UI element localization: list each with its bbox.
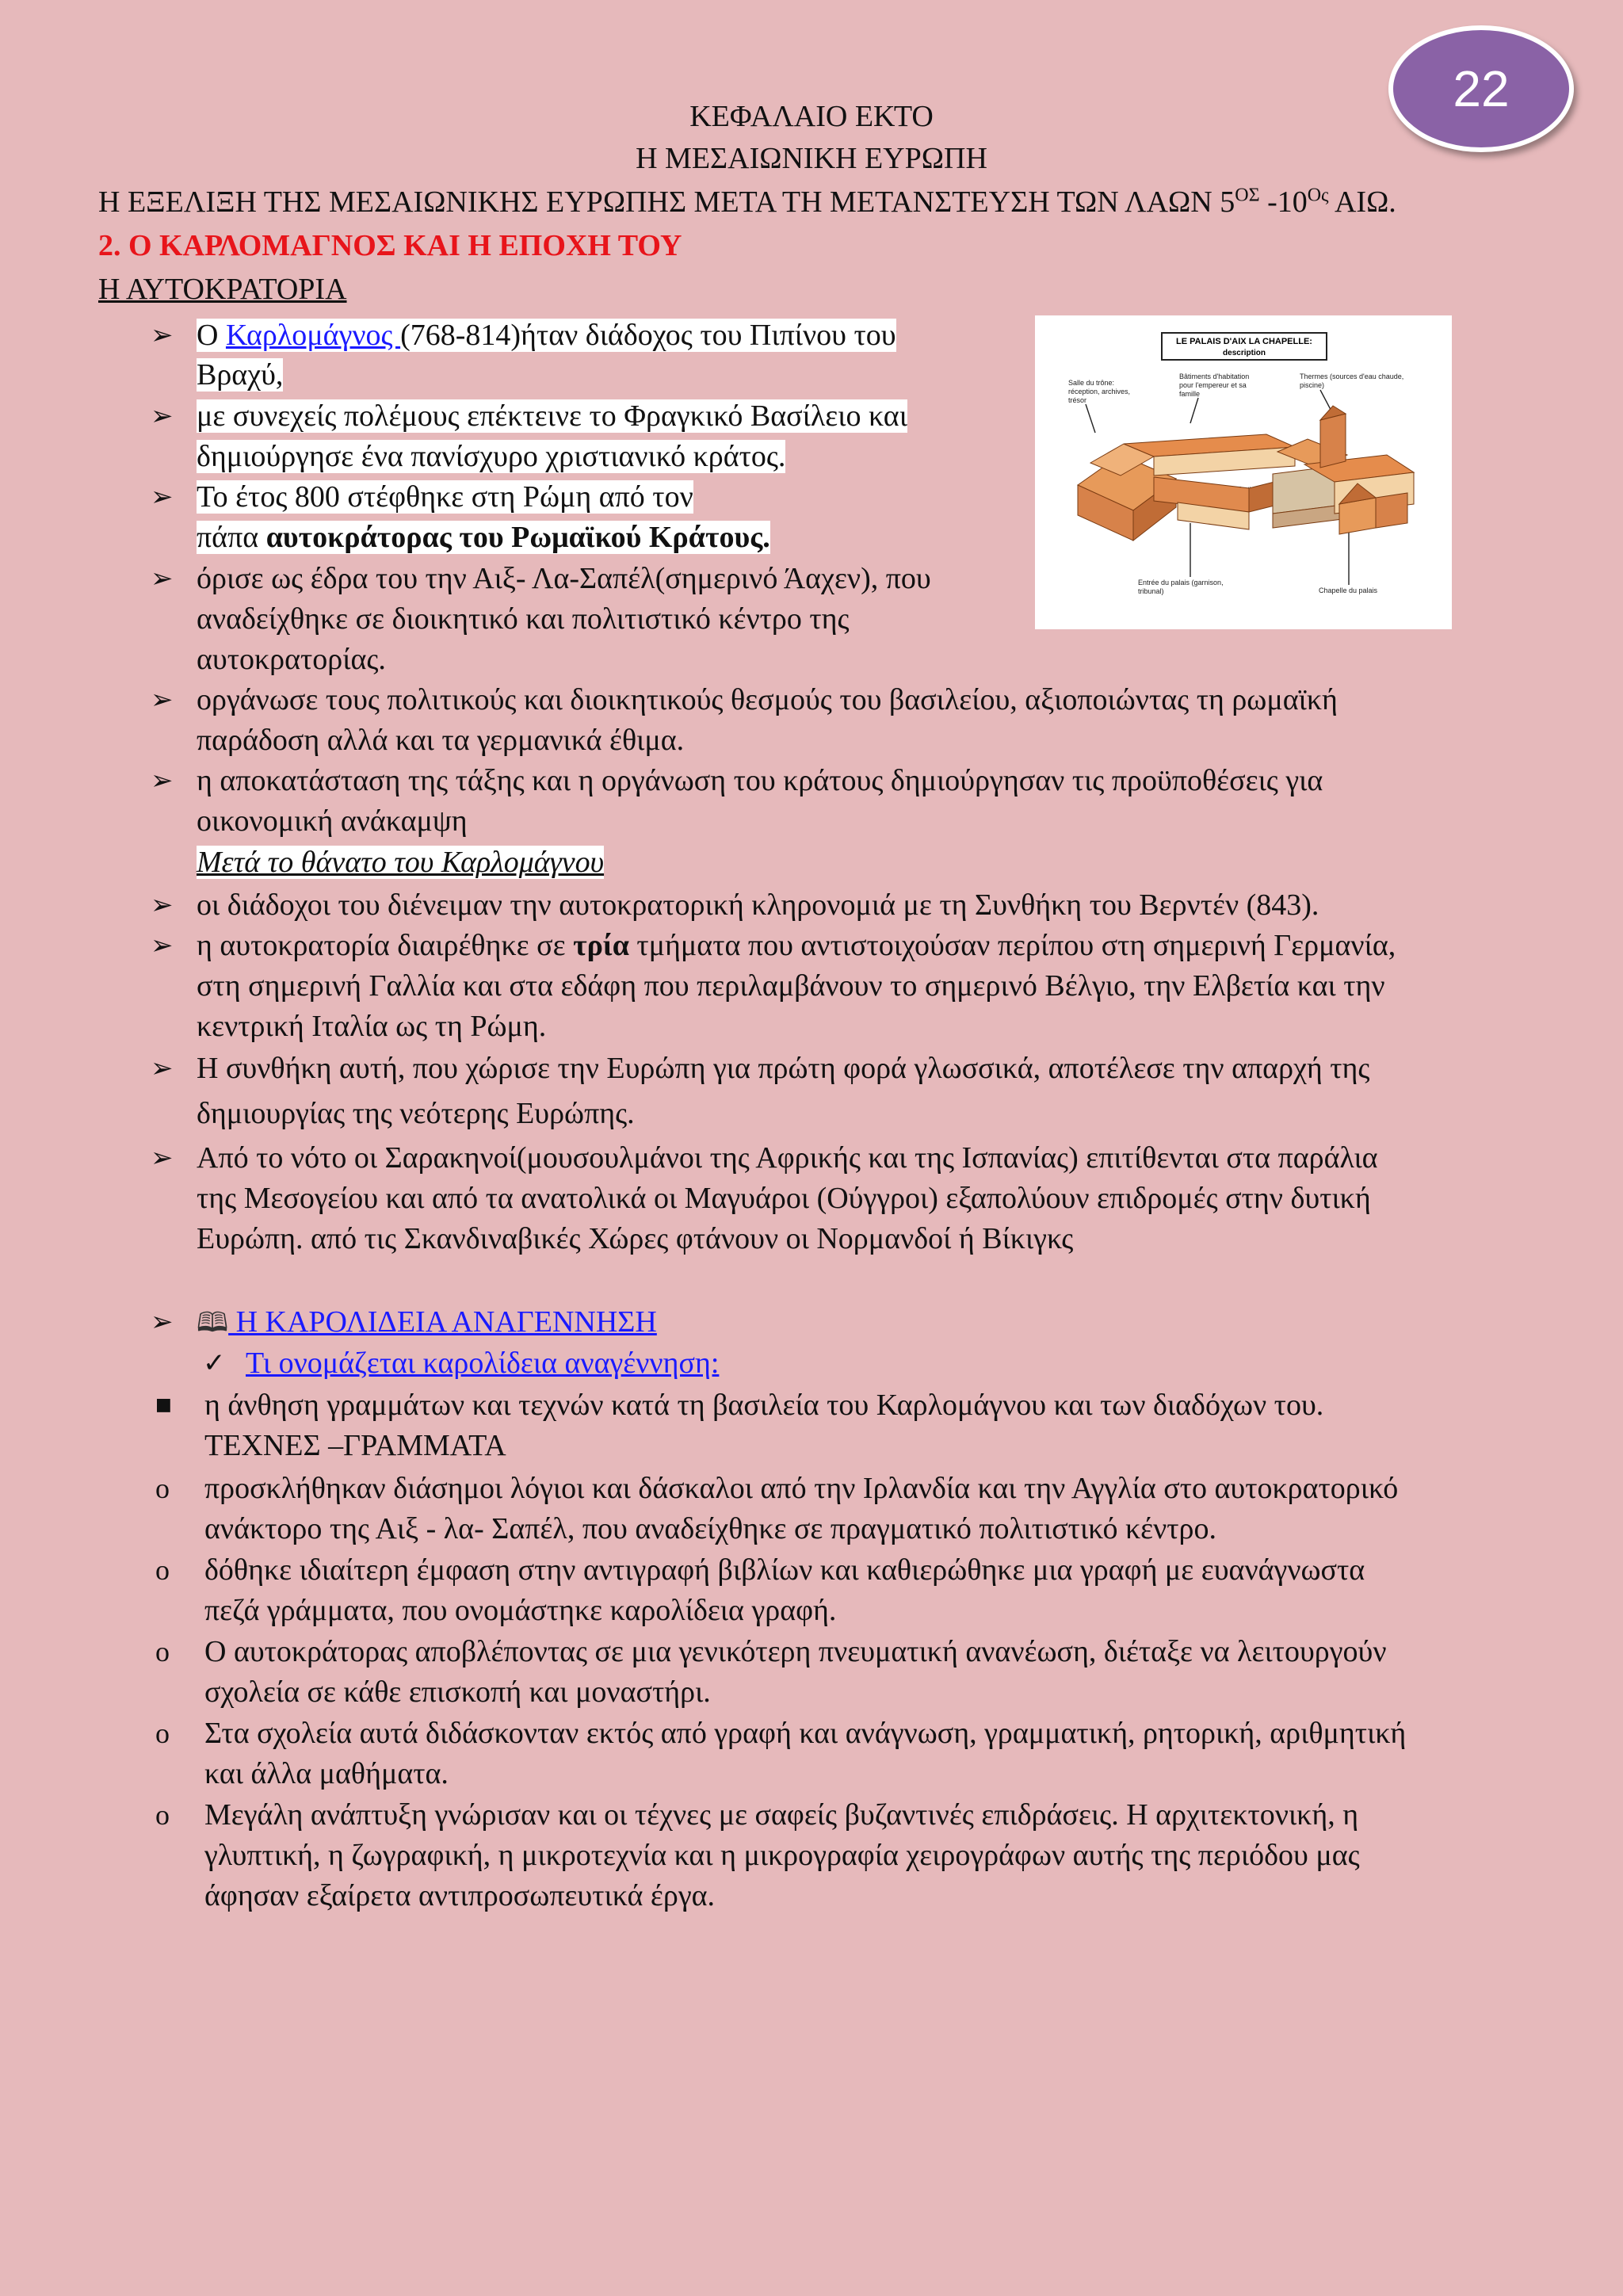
karlomagnos-link[interactable]: Καρλομάγνος <box>225 319 401 352</box>
label-throne-l3: trésor <box>1068 396 1087 404</box>
arrow-bullet-icon: ➢ <box>151 1306 174 1338</box>
arrow-bullet-icon: ➢ <box>151 481 174 513</box>
renaissance-item-3-line2: σχολεία σε κάθε επισκοπή και μοναστήρι. <box>204 1675 711 1709</box>
book-icon: 🕮 <box>197 1307 229 1339</box>
arrow-bullet-icon: ➢ <box>151 563 174 594</box>
checkmark-icon: ✓ <box>203 1347 226 1379</box>
renaissance-question-link[interactable]: Τι ονομάζεται καρολίδεια αναγέννηση: <box>246 1347 720 1380</box>
renaissance-item-1-line2: ανάκτορο της Αιξ - λα- Σαπέλ, που αναδείχθηκε σε πραγματικό πολιτιστικό κέντρο. <box>204 1512 1217 1545</box>
empire-bullet-3-line1: Το έτος 800 στέφθηκε στη Ρώμη από τον <box>197 480 693 514</box>
empire-bullet-1-line1: Ο Καρλομάγνος (768-814)ήταν διάδοχος του Πιπίνου του <box>197 319 896 352</box>
circle-bullet-icon: o <box>155 1799 170 1831</box>
empire-bullet-2-line1: με συνεχείς πολέμους επέκτεινε το Φραγκικό Βασίλειο και <box>197 399 907 433</box>
arrow-bullet-icon: ➢ <box>151 889 174 921</box>
label-throne-l2: réception, archives, <box>1068 388 1131 395</box>
renaissance-item-5-line1: Μεγάλη ανάπτυξη γνώρισαν και οι τέχνες με σαφείς βυζαντινές επιδράσεις. Η αρχιτεκτονική, η <box>204 1798 1359 1832</box>
empire-bullet-4-line3: αυτοκρατορίας. <box>197 643 386 676</box>
topic-title: Η ΕΞΕΛΙΞΗ ΤΗΣ ΜΕΣΑΙΩΝΙΚΗΣ ΕΥΡΩΠΗΣ ΜΕΤΑ ΤΗ ΜΕΤΑΝΣΤΕΥΣΗ ΤΩΝ ΛΑΩΝ $5^{O\Sigma}$ $-10^{O\varsigma}$ ΑΙΩ. <box>98 185 1396 219</box>
after-death-heading: Μετά το θάνατο του Καρλομάγνου <box>197 846 605 879</box>
empire-bullet-4-line1: όρισε ως έδρα του την Αιξ- Λα-Σαπέλ(σημερινό Άαχεν), που <box>197 562 931 595</box>
renaissance-item-2-line2: πεζά γράμματα, που ονομάστηκε καρολίδεια γραφή. <box>204 1594 837 1627</box>
arrow-bullet-icon: ➢ <box>151 319 174 351</box>
label-entrance-l1: Entrée du palais (garnison, <box>1138 579 1224 586</box>
label-throne-l1: Salle du trône: <box>1068 379 1115 387</box>
after-death-bullet-2-line3: κεντρική Ιταλία ως τη Ρώμη. <box>197 1010 547 1043</box>
renaissance-item-4-line2: και άλλα μαθήματα. <box>204 1757 449 1790</box>
figure-title-line2: description <box>1223 349 1266 357</box>
arrow-bullet-icon: ➢ <box>151 1052 174 1084</box>
chapter-title: ΚΕΦΑΛΑΙΟ ΕΚΤΟ <box>689 100 934 133</box>
circle-bullet-icon: o <box>155 1717 170 1749</box>
renaissance-item-4-line1: Στα σχολεία αυτά διδάσκονταν εκτός από γραφή και ανάγνωση, γραμματική, ρητορική, αριθμητική <box>204 1717 1407 1750</box>
empire-bullet-5-line2: παράδοση αλλά και τα γερμανικά έθιμα. <box>197 724 685 757</box>
page-number-badge: 22 <box>1388 25 1574 152</box>
after-death-bullet-4-line1: Από το νότο οι Σαρακηνοί(μουσουλμάνοι της Αφρικής και της Ισπανίας) επιτίθενται στα παράλια <box>197 1141 1378 1175</box>
after-death-bullet-4-line3: Ευρώπη. από τις Σκανδιναβικές Χώρες φτάνουν οι Νορμανδοί ή Βίκιγκς <box>197 1222 1074 1255</box>
palace-illustration <box>1035 315 1452 629</box>
arrow-bullet-icon: ➢ <box>151 1142 174 1174</box>
after-death-bullet-3-line2: δημιουργίας της νεότερης Ευρώπης. <box>197 1097 635 1130</box>
after-death-bullet-4-line2: της Μεσογείου και από τα ανατολικά οι Μαγυάροι (Ούγγροι) εξαπολύουν επιδρομές στην δυτική <box>197 1182 1371 1215</box>
label-thermes-l1: Thermes (sources d'eau chaude, <box>1300 372 1404 380</box>
after-death-bullet-2-line2: στη σημερινή Γαλλία και στα εδάφη που περιλαμβάνουν το σημερινό Βέλγιο, την Ελβετία και την <box>197 969 1385 1003</box>
arrow-bullet-icon: ➢ <box>151 684 174 716</box>
arrow-bullet-icon: ➢ <box>151 400 174 432</box>
carolingian-renaissance-link[interactable]: 🕮 Η ΚΑΡΟΛΙΔΕΙΑ ΑΝΑΓΕΝΝΗΣΗ <box>197 1305 657 1339</box>
empire-bullet-1-line2: Βραχύ, <box>197 358 284 392</box>
renaissance-item-1-line1: προσκλήθηκαν διάσημοι λόγιοι και δάσκαλοι από την Ιρλανδία και την Αγγλία στο αυτοκρατορικό <box>204 1472 1399 1505</box>
after-death-bullet-2-line1: η αυτοκρατορία διαιρέθηκε σε τρία τμήματα που αντιστοιχούσαν περίπου στη σημερινή Γερμανία, <box>197 929 1396 962</box>
empire-bullet-4-line2: αναδείχθηκε σε διοικητικό και πολιτιστικό κέντρο της <box>197 602 850 636</box>
empire-bullet-3-line2: πάπα αυτοκράτορας του Ρωμαϊκού Κράτους. <box>197 521 770 554</box>
renaissance-item-2-line1: δόθηκε ιδιαίτερη έμφαση στην αντιγραφή βιβλίων και καθιερώθηκε μια γραφή με ευανάγνωστα <box>204 1553 1365 1587</box>
empire-bullet-2-line2: δημιούργησε ένα πανίσχυρο χριστιανικό κράτος. <box>197 440 786 473</box>
figure-title-line1: LE PALAIS D'AIX LA CHAPELLE: <box>1176 337 1312 346</box>
label-entrance-l2: tribunal) <box>1138 587 1164 595</box>
subsection-title: Η ΑΥΤΟΚΡΑΤΟΡΙΑ <box>98 273 347 306</box>
arrow-bullet-icon: ➢ <box>151 930 174 961</box>
chapter-subtitle: Η ΜΕΣΑΙΩΝΙΚΗ ΕΥΡΩΠΗ <box>636 142 987 175</box>
renaissance-definition-line2: ΤΕΧΝΕΣ –ΓΡΑΜΜΑΤΑ <box>204 1429 506 1462</box>
renaissance-item-3-line1: Ο αυτοκράτορας αποβλέποντας σε μια γενικότερη πνευματική ανανέωση, διέταξε να λειτουργούν <box>204 1635 1387 1668</box>
empire-bullet-5-line1: οργάνωσε τους πολιτικούς και διοικητικούς θεσμούς του βασιλείου, αξιοποιώντας τη ρωμαϊκή <box>197 683 1338 716</box>
after-death-bullet-3-line1: Η συνθήκη αυτή, που χώρισε την Ευρώπη για πρώτη φορά γλωσσικά, αποτέλεσε την απαρχή της <box>197 1052 1370 1085</box>
label-buildings-l2: pour l'empereur et sa <box>1179 381 1247 389</box>
circle-bullet-icon: o <box>155 1554 170 1586</box>
label-buildings-l3: famille <box>1179 390 1201 398</box>
arrow-bullet-icon: ➢ <box>151 765 174 797</box>
label-chapel: Chapelle du palais <box>1319 586 1378 594</box>
circle-bullet-icon: o <box>155 1473 170 1504</box>
label-buildings-l1: Bâtiments d'habitation <box>1179 372 1250 380</box>
circle-bullet-icon: o <box>155 1636 170 1668</box>
renaissance-definition-line1: η άνθηση γραμμάτων και τεχνών κατά τη βασιλεία του Καρλομάγνου και των διαδόχων του. <box>204 1389 1324 1422</box>
square-bullet-icon: ■ <box>155 1395 172 1415</box>
after-death-bullet-1: οι διάδοχοι του διένειμαν την αυτοκρατορική κληρονομιά με τη Συνθήκη του Βερντέν (843). <box>197 888 1319 922</box>
empire-bullet-6-line1: η αποκατάσταση της τάξης και η οργάνωση του κράτους δημιούργησαν τις προϋποθέσεις για <box>197 764 1323 797</box>
section-title: 2. Ο ΚΑΡΛΟΜΑΓΝΟΣ ΚΑΙ Η ΕΠΟΧΗ ΤΟΥ <box>98 229 682 262</box>
empire-bullet-6-line2: οικονομική ανάκαμψη <box>197 804 468 838</box>
renaissance-item-5-line3: άφησαν εξαίρετα αντιπροσωπευτικά έργα. <box>204 1879 716 1912</box>
renaissance-item-5-line2: γλυπτική, η ζωγραφική, η μικροτεχνία και η μικρογραφία χειρογράφων αυτής της περιόδου μας <box>204 1839 1360 1872</box>
label-thermes-l2: piscine) <box>1300 381 1325 389</box>
